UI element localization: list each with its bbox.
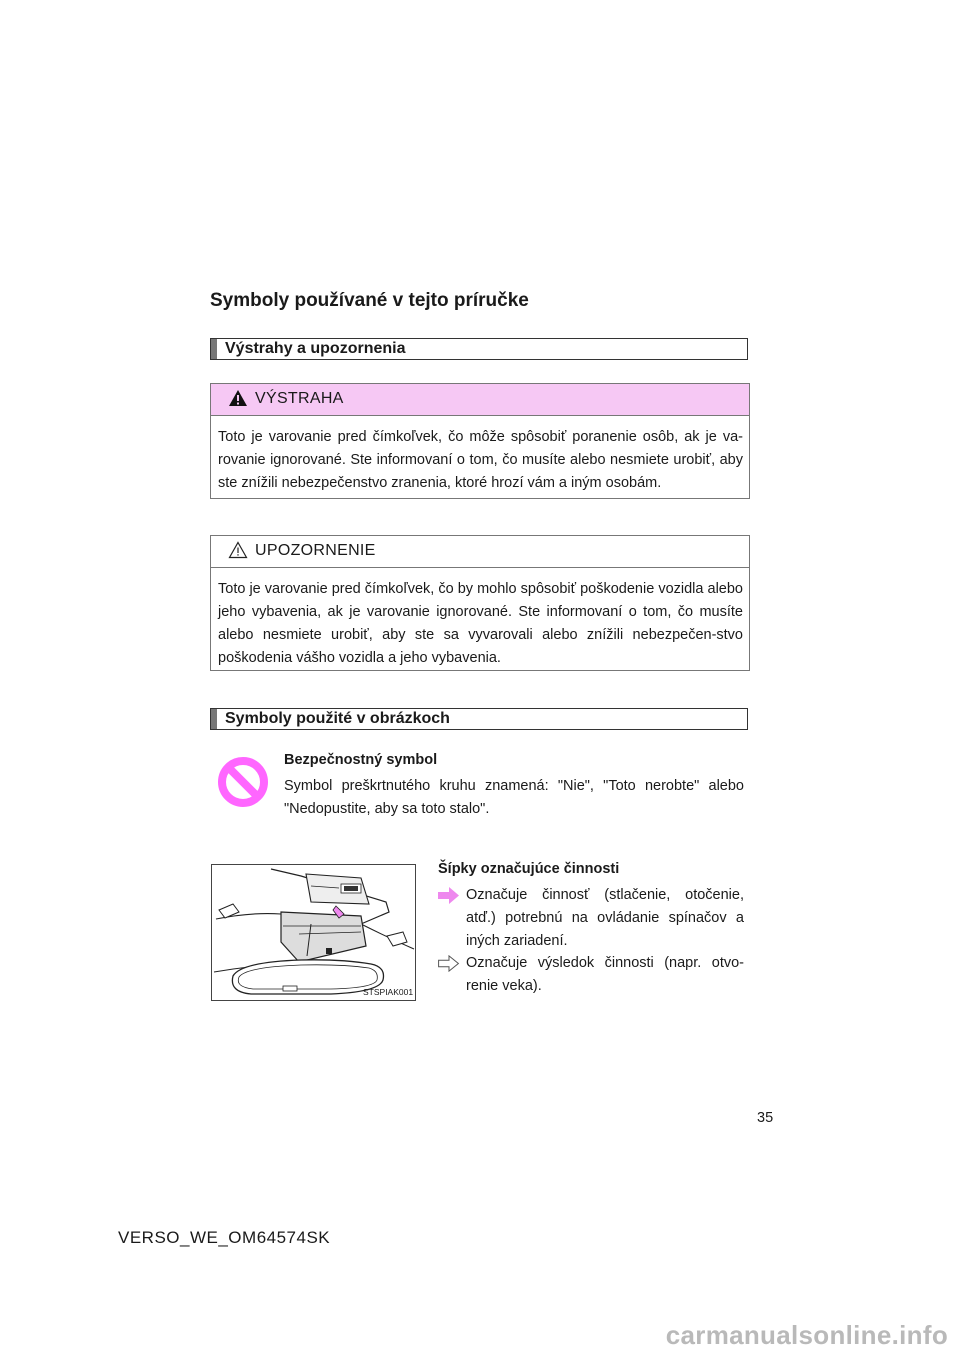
warning-title: VÝSTRAHA xyxy=(255,390,344,407)
page-number: 35 xyxy=(757,1110,774,1126)
prohibition-icon xyxy=(217,756,269,808)
overhead-console-illustration xyxy=(211,864,416,1001)
caution-triangle-icon xyxy=(228,541,248,559)
warning-box xyxy=(210,383,750,499)
arrow-item-text: Označuje činnosť (stlačenie, otočenie, atď.) potrebnú na ovládanie spínačov a iných zariadení. xyxy=(466,887,744,949)
caution-title: UPOZORNENIE xyxy=(255,542,376,559)
arrows-title: Šípky označujúce činnosti xyxy=(438,861,620,877)
section-header-symbols xyxy=(210,708,748,730)
arrow-item-result xyxy=(438,952,744,998)
section-tab-marker xyxy=(211,709,217,729)
caution-box xyxy=(210,535,750,671)
caution-header xyxy=(211,536,749,568)
outline-arrow-icon xyxy=(438,955,460,972)
page-title: Symboly používané v tejto príručke xyxy=(210,290,529,311)
filled-arrow-icon xyxy=(438,887,460,904)
safety-symbol-title: Bezpečnostný symbol xyxy=(284,752,438,768)
section-title: Symboly použité v obrázkoch xyxy=(225,710,450,727)
section-title: Výstrahy a upozornenia xyxy=(225,340,406,357)
arrow-item-action xyxy=(438,884,744,953)
illustration-code: STSPIAK001 xyxy=(363,987,414,997)
watermark: carmanualsonline.info xyxy=(665,1320,948,1350)
safety-symbol-text: Symbol preškrtnutého kruhu znamená: "Nie", "Toto nerobte" alebo "Nedopustite, aby sa toto stalo". xyxy=(284,778,744,817)
document-code: VERSO_WE_OM64574SK xyxy=(118,1228,331,1247)
warning-header xyxy=(211,384,749,416)
section-tab-marker xyxy=(211,339,217,359)
warning-triangle-icon xyxy=(228,389,248,407)
caution-text: Toto je varovanie pred čímkoľvek, čo by mohlo spôsobiť poškodenie vozidla alebo jeho vybavenia, ak je varovanie ignorované. Ste informovaní o tom, čo musíte alebo nesmiete urobiť, aby ste sa vyvarovali alebo znížili nebezpečen-stvo poškodenia vášho vozidla a jeho vybavenia. xyxy=(218,581,743,666)
arrow-item-text: Označuje výsledok činnosti (napr. otvo-renie veka). xyxy=(466,955,744,994)
section-header-warnings xyxy=(210,338,748,360)
warning-text: Toto je varovanie pred čímkoľvek, čo môže spôsobiť poranenie osôb, ak je va-rovanie ignorované. Ste informovaní o tom, čo musíte alebo nesmiete urobiť, aby ste znížili nebezpečenstvo zranenia, ktoré hrozí vám a iným osobám. xyxy=(218,429,743,491)
